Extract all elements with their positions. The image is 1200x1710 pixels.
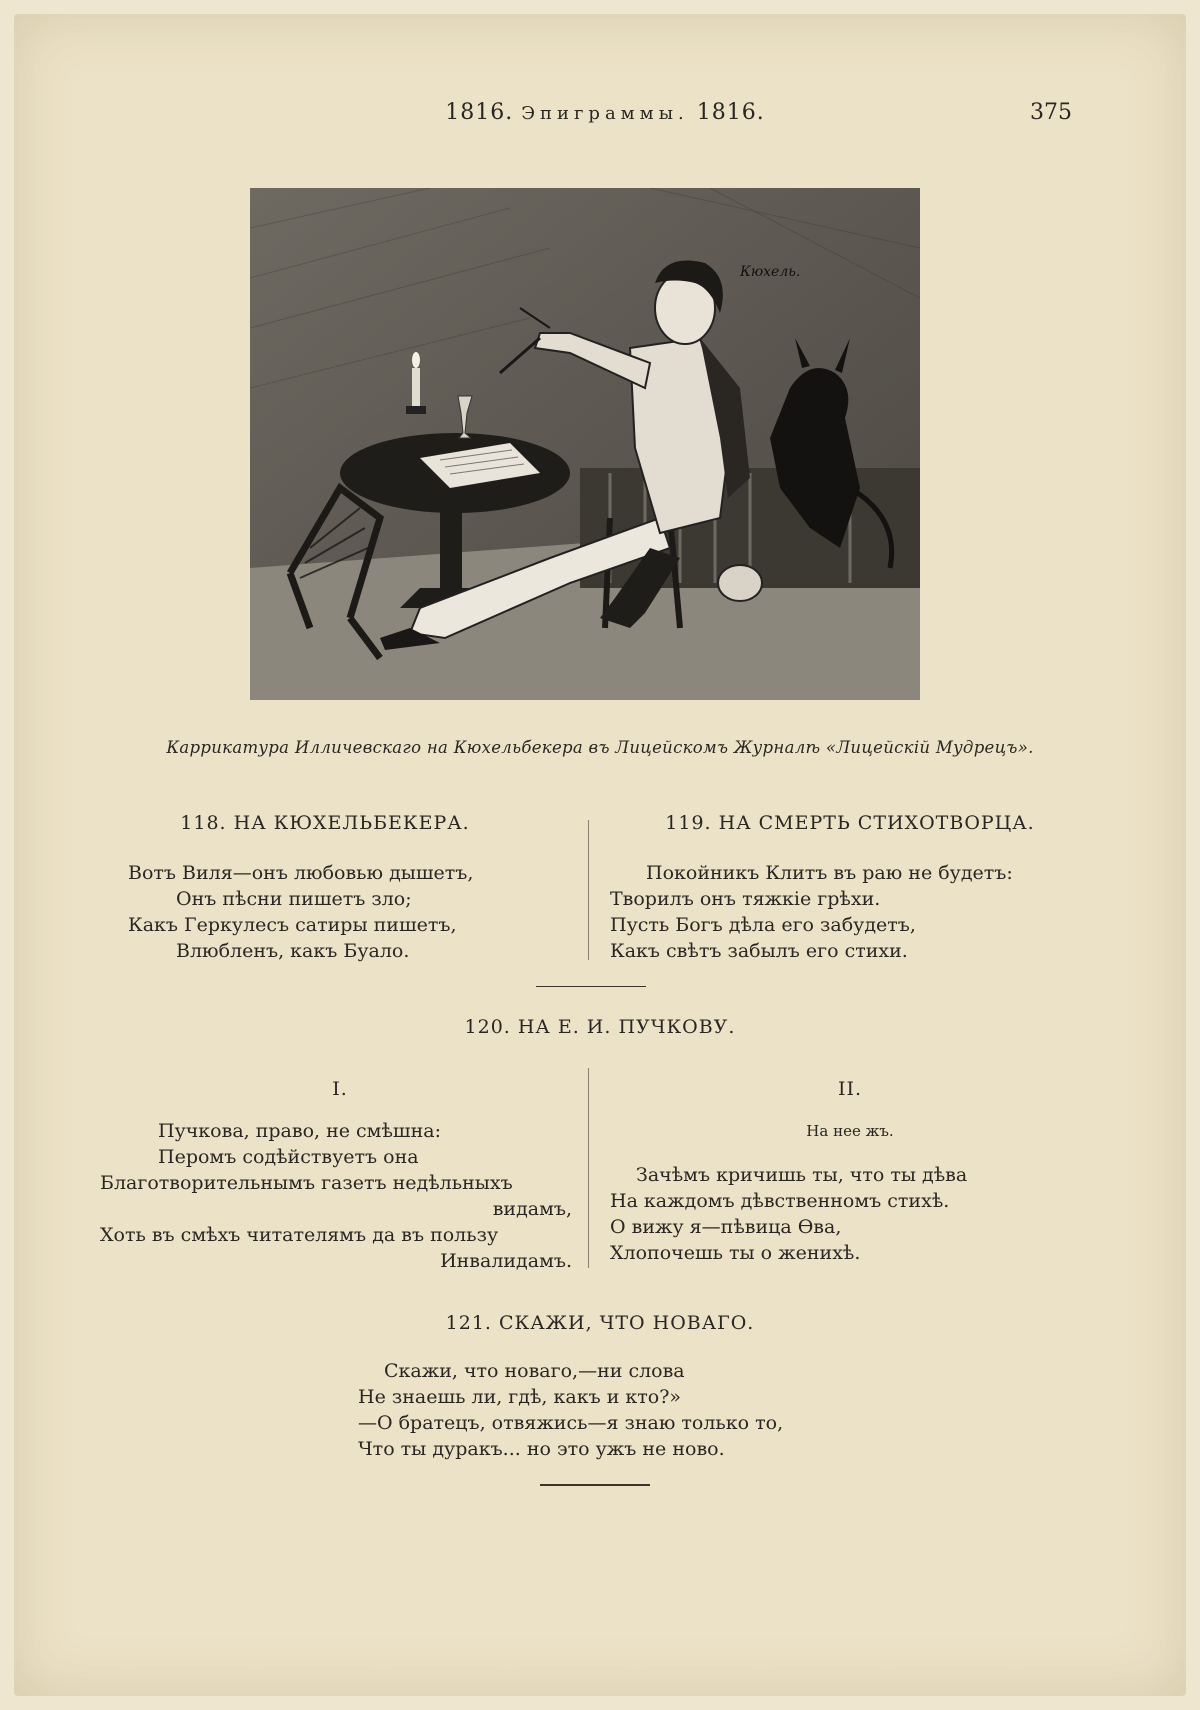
epigram-121-title: 121. СКАЖИ, ЧТО НОВАГО.	[445, 1312, 755, 1334]
epigram-120-part1-line: Благотворительнымъ газетъ недѣльныхъ	[100, 1172, 513, 1194]
epigram-120-part1-line: Инвалидамъ.	[440, 1250, 572, 1272]
caricature-drawing	[250, 188, 920, 700]
epigram-120-title: 120. НА Е. И. ПУЧКОВУ.	[464, 1016, 736, 1038]
epigram-121-text	[358, 1358, 858, 1462]
epigram-120-part2-line: Зачѣмъ кричишь ты, что ты дѣва	[636, 1164, 968, 1186]
running-head-year-right: 1816.	[696, 100, 765, 125]
epigram-118-line: Какъ Геркулесъ сатиры пишетъ,	[128, 914, 457, 936]
epigram-120-part2-line: Хлопочешь ты о женихѣ.	[610, 1242, 861, 1264]
epigram-118-text	[128, 860, 548, 964]
illustration-inscription: Кюхель.	[740, 264, 801, 280]
epigram-120-part1-text	[100, 1118, 572, 1274]
epigram-120-part2-line: На каждомъ дѣвственномъ стихѣ.	[610, 1190, 950, 1212]
running-head	[390, 100, 820, 125]
epigram-118-line: Вотъ Виля—онъ любовью дышетъ,	[128, 862, 474, 884]
epigram-120-part2-text	[610, 1162, 1070, 1266]
epigram-120-part2-line: О вижу я—пѣвица Ѳва,	[610, 1216, 842, 1238]
epigram-119-line: Покойникъ Клитъ въ раю не будетъ:	[646, 862, 1013, 884]
illustration-caption: Каррикатура Илличевскаго на Кюхельбекера въ Лицейскомъ Журналѣ «Лицейскій Мудрецъ».	[166, 738, 1034, 757]
running-head-year-left: 1816.	[445, 100, 514, 125]
epigram-120-part2-numeral: II.	[837, 1078, 863, 1100]
epigram-120-part1-line: видамъ,	[492, 1198, 572, 1220]
epigram-118-line: Влюбленъ, какъ Буало.	[176, 940, 410, 962]
epigram-120-part1-line: Пучкова, право, не смѣшна:	[158, 1120, 441, 1142]
epigram-119-title: 119. НА СМЕРТЬ СТИХОТВОРЦА.	[665, 812, 1035, 834]
epigram-120-part2-subtitle: На нее жъ.	[806, 1122, 894, 1140]
epigram-121-line: Не знаешь ли, гдѣ, какъ и кто?»	[358, 1386, 682, 1408]
epigram-118-title: 118. НА КЮХЕЛЬБЕКЕРА.	[180, 812, 470, 834]
epigram-121-line: —О братецъ, отвяжись—я знаю только то,	[358, 1412, 784, 1434]
running-head-section: Эпиграммы.	[521, 103, 689, 124]
column-divider	[588, 820, 589, 960]
epigram-119-line: Творилъ онъ тяжкіе грѣхи.	[610, 888, 881, 910]
section-divider	[536, 986, 646, 987]
epigram-118-line: Онъ пѣсни пишетъ зло;	[176, 888, 412, 910]
epigram-119-line: Какъ свѣтъ забылъ его стихи.	[610, 940, 908, 962]
page-number: 375	[1030, 100, 1072, 125]
epigram-120-part1-numeral: I.	[332, 1078, 348, 1100]
caricature-illustration	[250, 188, 920, 700]
epigram-121-line: Что ты дуракъ... но это ужъ не ново.	[358, 1438, 725, 1460]
column-divider	[588, 1068, 589, 1268]
epigram-119-text	[610, 860, 1070, 964]
epigram-121-line: Скажи, что новаго,—ни слова	[384, 1360, 685, 1382]
end-rule	[540, 1484, 650, 1486]
epigram-119-line: Пусть Богъ дѣла его забудетъ,	[610, 914, 916, 936]
epigram-120-part1-line: Хоть въ смѣхъ читателямъ да въ пользу	[100, 1224, 499, 1246]
epigram-120-part1-line: Перомъ содѣйствуетъ она	[158, 1146, 419, 1168]
